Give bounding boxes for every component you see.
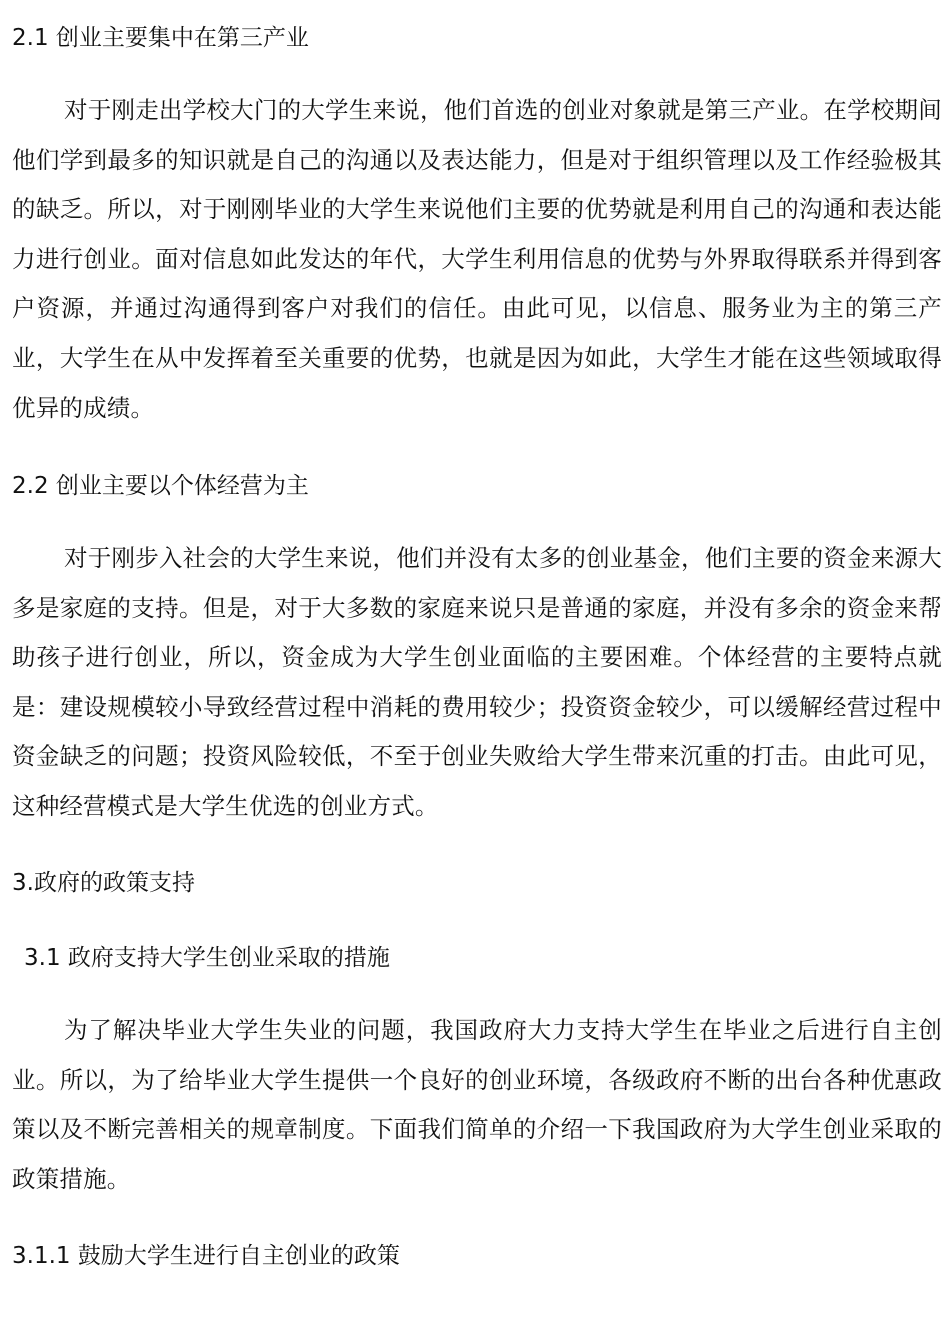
section-paragraph-2-2: 对于刚步入社会的大学生来说，他们并没有太多的创业基金，他们主要的资金来源大多是家庭的支持。但是，对于大多数的家庭来说只是普通的家庭，并没有多余的资金来帮助孩子进行创业，所以，资金成为大学生创业面临的主要困难。个体经营的主要特点就是：建设规模较小导致经营过程中消耗的费用较少；投资资金较少，可以缓解经营过程中资金缺乏的问题；投资风险较低，不至于创业失败给大学生带来沉重的打击。由此可见，这种经营模式是大学生优选的创业方式。 (12, 544, 942, 820)
section-heading-3-1-1: 3.1.1 鼓励大学生进行自主创业的政策 (12, 1243, 400, 1269)
section-heading-3-1: 3.1 政府支持大学生创业采取的措施 (24, 945, 390, 971)
section-paragraph-3-1: 为了解决毕业大学生失业的问题，我国政府大力支持大学生在毕业之后进行自主创业。所以，为了给毕业大学生提供一个良好的创业环境，各级政府不断的出台各种优惠政策以及不断完善相关的规章制度。下面我们简单的介绍一下我国政府为大学生创业采取的政策措施。 (12, 1016, 942, 1193)
section-heading-2-1: 2.1 创业主要集中在第三产业 (12, 25, 309, 51)
section-heading-3: 3.政府的政策支持 (12, 870, 195, 896)
section-heading-2-2: 2.2 创业主要以个体经营为主 (12, 473, 309, 499)
section-paragraph-2-1: 对于刚走出学校大门的大学生来说，他们首选的创业对象就是第三产业。在学校期间他们学到最多的知识就是自己的沟通以及表达能力，但是对于组织管理以及工作经验极其的缺乏。所以，对于刚刚毕业的大学生来说他们主要的优势就是利用自己的沟通和表达能力进行创业。面对信息如此发达的年代，大学生利用信息的优势与外界取得联系并得到客户资源，并通过沟通得到客户对我们的信任。由此可见，以信息、服务业为主的第三产业，大学生在从中发挥着至关重要的优势，也就是因为如此，大学生才能在这些领域取得优异的成绩。 (12, 96, 942, 422)
